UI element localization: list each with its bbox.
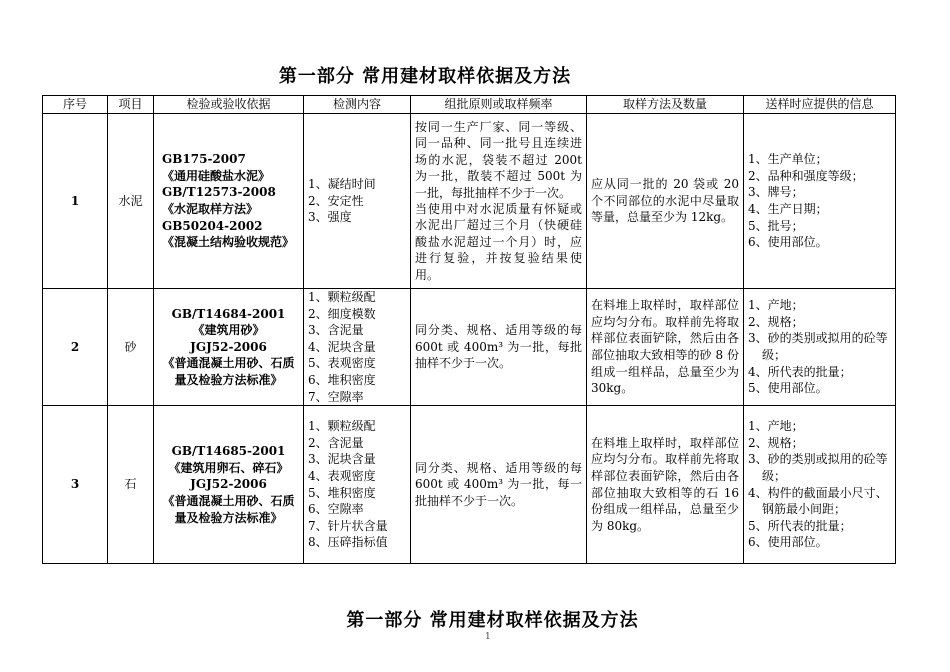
row-batch-rule: 按同一生产厂家、同一等级、同一品种、同一批号且连续进场的水泥，袋装不超过 200t 为一批，散装不超过 500t 为一批，每批抽样不少于一次。 当使用中对水泥质量有怀疑或水泥出厂超过三个月（快硬硅酸盐水泥超过一个月）时，应进行复验，并按复验结果使用。 [411,114,587,289]
table-header-row [43,96,896,114]
row-batch-rule: 同分类、规格、适用等级的每 600t 或 400m³ 为一批，每一批抽样不少于一次。 [411,406,587,564]
content-line: 5、堆积密度 [308,485,376,500]
info-line: 1、产地； [748,419,804,434]
content-line: 1、颗粒级配 [308,290,376,304]
info-line: 5、所代表的批量； [748,518,852,533]
content-line: 7、针片状含量 [308,518,388,533]
row-info [744,289,896,406]
header-cell: 送样时应提供的信息 [744,96,896,114]
table-row [43,289,896,406]
row-basis: GB/T14685-2001 《建筑用卵石、碎石》 JGJ52-2006 《普通混凝土用砂、石质量及检验方法标准》 [154,406,304,564]
row-number: 2 [43,289,108,406]
table-row [43,406,896,564]
info-line: 3、砂的类别或拟用的砼等级； [748,331,888,363]
page-title: 第一部分 常用建材取样依据及方法 [278,66,572,87]
row-method: 在料堆上取样时，取样部位应均匀分布。取样前先将取样部位表面铲除，然后由各部位抽取大致相等的砂 8 份组成一组样品，总量至少为 30kg。 [587,289,744,406]
row-item: 石 [108,406,154,564]
info-line: 1、生产单位； [748,152,828,167]
sampling-table [42,95,896,564]
content-line: 4、泥块含量 [308,339,376,354]
info-line: 2、品种和强度等级； [748,168,864,183]
info-line: 1、产地； [748,298,804,313]
content-line: 6、堆积密度 [308,372,376,387]
row-content [304,289,411,406]
content-line: 3、强度 [308,210,352,225]
info-line: 3、牌号； [748,185,804,200]
content-line: 2、安定性 [308,193,364,208]
content-line: 2、细度模数 [308,306,376,321]
header-cell: 检验或验收依据 [154,96,304,114]
page-number: 1 [485,632,491,642]
content-line: 5、表观密度 [308,356,376,371]
content-line: 1、颗粒级配 [308,419,376,434]
content-line: 8、压碎指标值 [308,535,388,550]
info-line: 2、规格； [748,435,804,450]
row-item: 砂 [108,289,154,406]
header-cell: 项目 [108,96,154,114]
info-line: 6、使用部位。 [748,535,828,550]
info-line: 4、构件的截面最小尺寸、钢筋最小间距； [748,485,888,517]
content-line: 2、含泥量 [308,435,364,450]
row-info [744,114,896,289]
header-cell: 检测内容 [304,96,411,114]
row-content [304,114,411,289]
header-cell: 序号 [43,96,108,114]
info-line: 2、规格； [748,314,804,329]
row-number: 3 [43,406,108,564]
row-method: 应从同一批的 20 袋或 20 个不同部位的水泥中尽量取等量，总量至少为 12kg。 [587,114,744,289]
row-item: 水泥 [108,114,154,289]
info-line: 3、砂的类别或拟用的砼等级； [748,452,888,484]
table-row [43,114,896,289]
row-basis: GB175-2007 《通用硅酸盐水泥》 GB/T12573-2008 《水泥取样方法》 GB50204-2002 《混凝土结构验收规范》 [154,114,304,289]
row-number: 1 [43,114,108,289]
row-basis: GB/T14684-2001 《建筑用砂》 JGJ52-2006 《普通混凝土用砂、石质量及检验方法标准》 [154,289,304,406]
info-line: 5、批号； [748,218,804,233]
header-cell: 取样方法及数量 [587,96,744,114]
info-line: 4、所代表的批量； [748,364,852,379]
content-line: 3、泥块含量 [308,452,376,467]
row-content [304,406,411,564]
row-batch-rule: 同分类、规格、适用等级的每 600t 或 400m³ 为一批，每批抽样不少于一次。 [411,289,587,406]
content-line: 6、空隙率 [308,502,364,517]
info-line: 5、使用部位。 [748,381,828,396]
info-line: 6、使用部位。 [748,235,828,250]
content-line: 4、表观密度 [308,469,376,484]
row-method: 在料堆上取样时，取样部位应均匀分布。取样前先将取样部位表面铲除，然后由各部位抽取大致相等的石 16 份组成一组样品，总量至少为 80kg。 [587,406,744,564]
info-line: 4、生产日期； [748,202,828,216]
next-page-title: 第一部分 常用建材取样依据及方法 [346,610,639,631]
content-line: 1、凝结时间 [308,177,376,192]
row-info [744,406,896,564]
content-line: 3、含泥量 [308,323,364,338]
header-cell: 组批原则或取样频率 [411,96,587,114]
content-line: 7、空隙率 [308,389,364,404]
